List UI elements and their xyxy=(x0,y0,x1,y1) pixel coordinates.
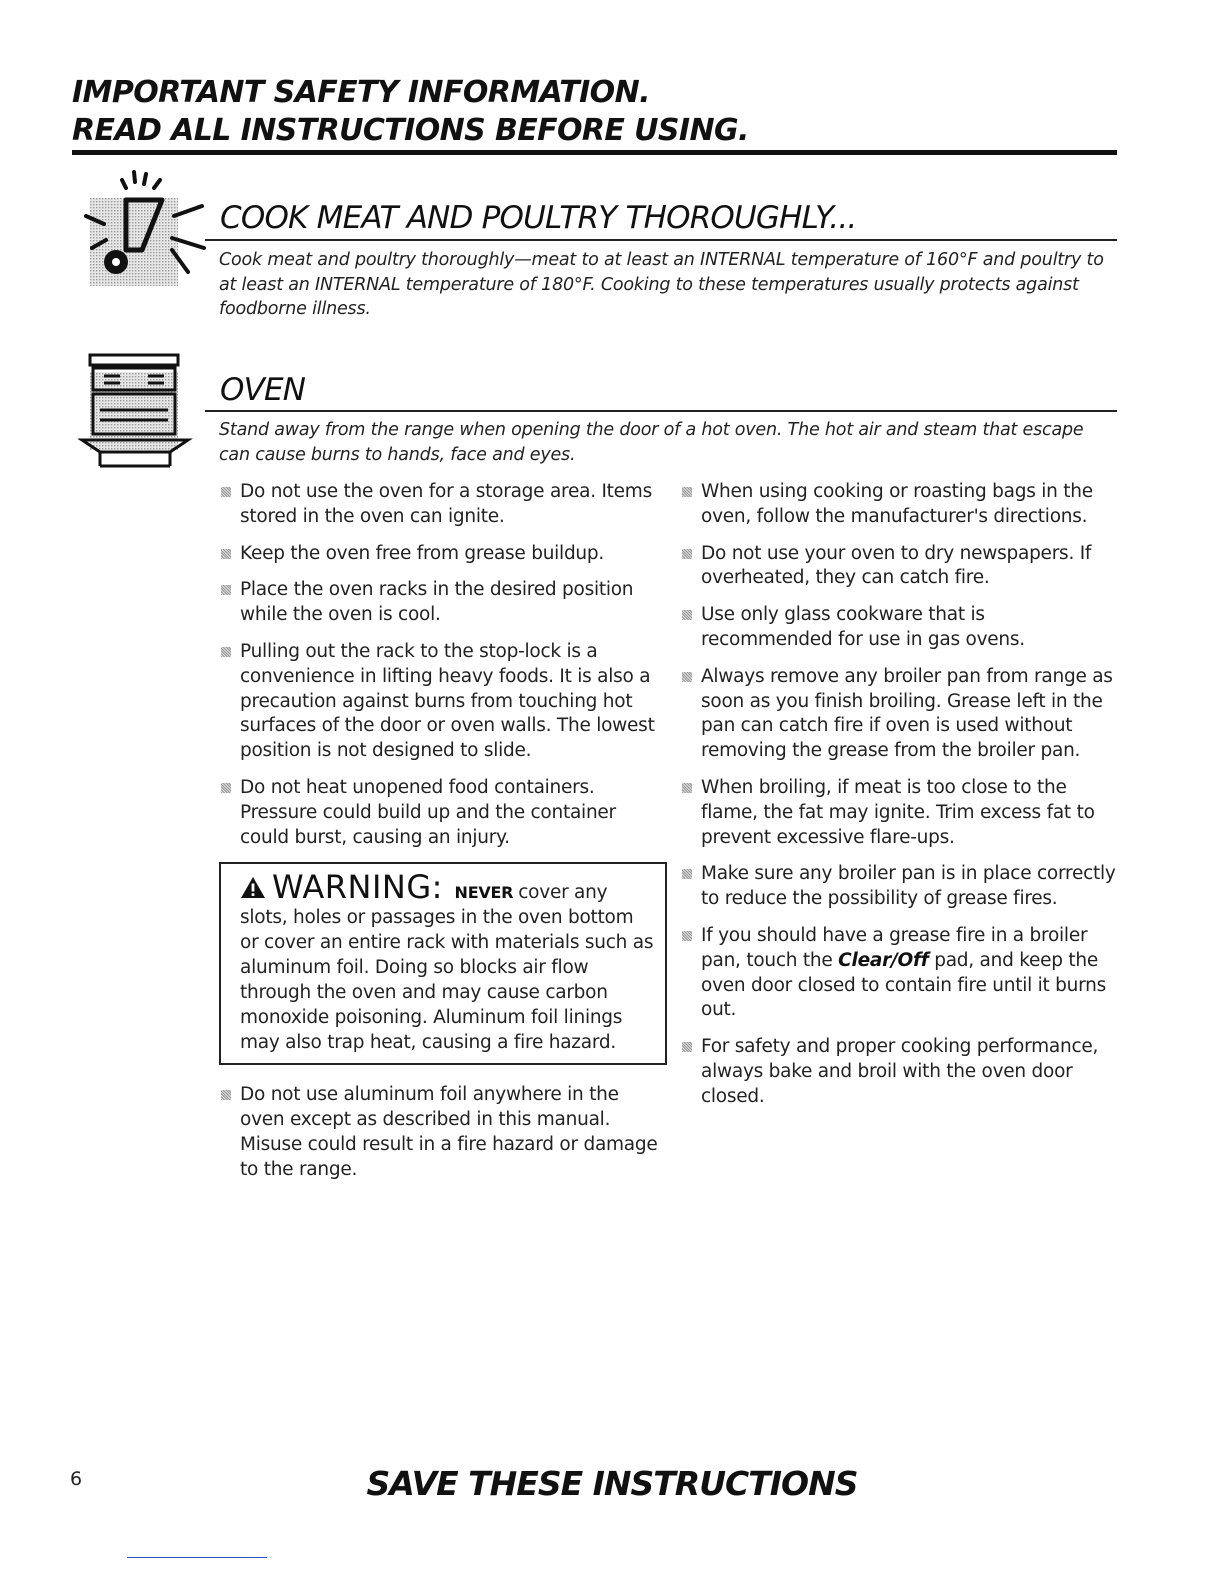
bullet-square-icon xyxy=(682,869,692,879)
list-item: When using cooking or roasting bags in the oven, follow the manufacturer's directions. xyxy=(680,480,1120,530)
bullet-square-icon xyxy=(682,549,692,559)
footer-title: SAVE THESE INSTRUCTIONS xyxy=(366,1464,858,1503)
bullet-square-icon xyxy=(221,585,231,595)
cook-section-heading: COOK MEAT AND POULTRY THOROUGHLY... xyxy=(220,200,857,236)
list-item: Always remove any broiler pan from range as soon as you finish broiling. Grease left in the pan can catch fire if oven is used without removing the grease from the broiler pan. xyxy=(680,665,1120,764)
list-item: When broiling, if meat is too close to the flame, the fat may ignite. Trim excess fat to prevent excessive flare-ups. xyxy=(680,776,1120,850)
exclamation-burst-icon xyxy=(78,168,208,290)
warning-never: NEVER xyxy=(454,883,514,903)
bullet-square-icon xyxy=(682,1042,692,1052)
list-item: Place the oven racks in the desired position while the oven is cool. xyxy=(219,578,664,628)
bullet-square-icon xyxy=(221,647,231,657)
header-divider xyxy=(72,150,1117,155)
oven-right-column xyxy=(680,480,1120,1122)
list-item: Do not heat unopened food containers. Pressure could build up and the container could burst, causing an injury. xyxy=(219,776,664,850)
oven-left-column xyxy=(219,480,664,1195)
warning-label: WARNING: xyxy=(272,868,443,907)
warning-box xyxy=(219,862,667,1065)
bullet-square-icon xyxy=(682,783,692,793)
warning-triangle-icon xyxy=(240,876,266,899)
bullet-square-icon xyxy=(682,487,692,497)
list-item: Make sure any broiler pan is in place correctly to reduce the possibility of grease fires. xyxy=(680,862,1120,912)
list-item: If you should have a grease fire in a broiler pan, touch the Clear/Off pad, and keep the oven door closed to contain fire until it burns out. xyxy=(680,924,1120,1023)
bullet-square-icon xyxy=(221,487,231,497)
warning-text: cover any slots, holes or passages in the oven bottom or cover an entire rack with materials such as aluminum foil. Doing so blocks air flow through the oven and may cause carbon monoxide poisoning. Aluminum foil linings may also trap heat, causing a fire hazard. xyxy=(240,882,654,1054)
oven-icon xyxy=(78,352,193,470)
list-item: Do not use aluminum foil anywhere in the oven except as described in this manual. Misuse could result in a fire hazard or damage to the range. xyxy=(219,1083,664,1182)
header-line-1: IMPORTANT SAFETY INFORMATION. xyxy=(72,75,650,110)
clear-off-pad-label: Clear/Off xyxy=(838,949,929,971)
list-item: Pulling out the rack to the stop-lock is a convenience in lifting heavy foods. It is also a precaution against burns from touching hot surfaces of the door or oven walls. The lowest position is not designed to slide. xyxy=(219,640,664,764)
cook-section-body: Cook meat and poultry thoroughly—meat to at least an INTERNAL temperature of 160°F and poultry to at least an INTERNAL temperature of 180°F. Cooking to these temperatures usually protects against foodborne illness. xyxy=(219,250,1104,319)
bullet-square-icon xyxy=(682,672,692,682)
header-line-2: READ ALL INSTRUCTIONS BEFORE USING. xyxy=(72,113,749,148)
bullet-square-icon xyxy=(221,549,231,559)
oven-section-body: Stand away from the range when opening the door of a hot oven. The hot air and steam that escape can cause burns to hands, face and eyes. xyxy=(219,420,1084,465)
oven-section-divider xyxy=(205,410,1117,412)
list-item: Use only glass cookware that is recommended for use in gas ovens. xyxy=(680,603,1120,653)
list-item: For safety and proper cooking performance, always bake and broil with the oven door closed. xyxy=(680,1035,1120,1109)
bullet-square-icon xyxy=(682,610,692,620)
list-item: Keep the oven free from grease buildup. xyxy=(219,542,664,567)
list-item: Do not use your oven to dry newspapers. If overheated, they can catch fire. xyxy=(680,542,1120,592)
list-item: Do not use the oven for a storage area. Items stored in the oven can ignite. xyxy=(219,480,664,530)
bullet-square-icon xyxy=(221,1090,231,1100)
footer-link-underline xyxy=(127,1557,267,1558)
page-header xyxy=(72,74,749,150)
oven-section-heading: OVEN xyxy=(220,372,306,408)
cook-section-divider xyxy=(205,239,1117,241)
bullet-square-icon xyxy=(221,783,231,793)
warning-heading xyxy=(240,868,449,907)
page-number: 6 xyxy=(70,1468,83,1490)
bullet-square-icon xyxy=(682,931,692,941)
